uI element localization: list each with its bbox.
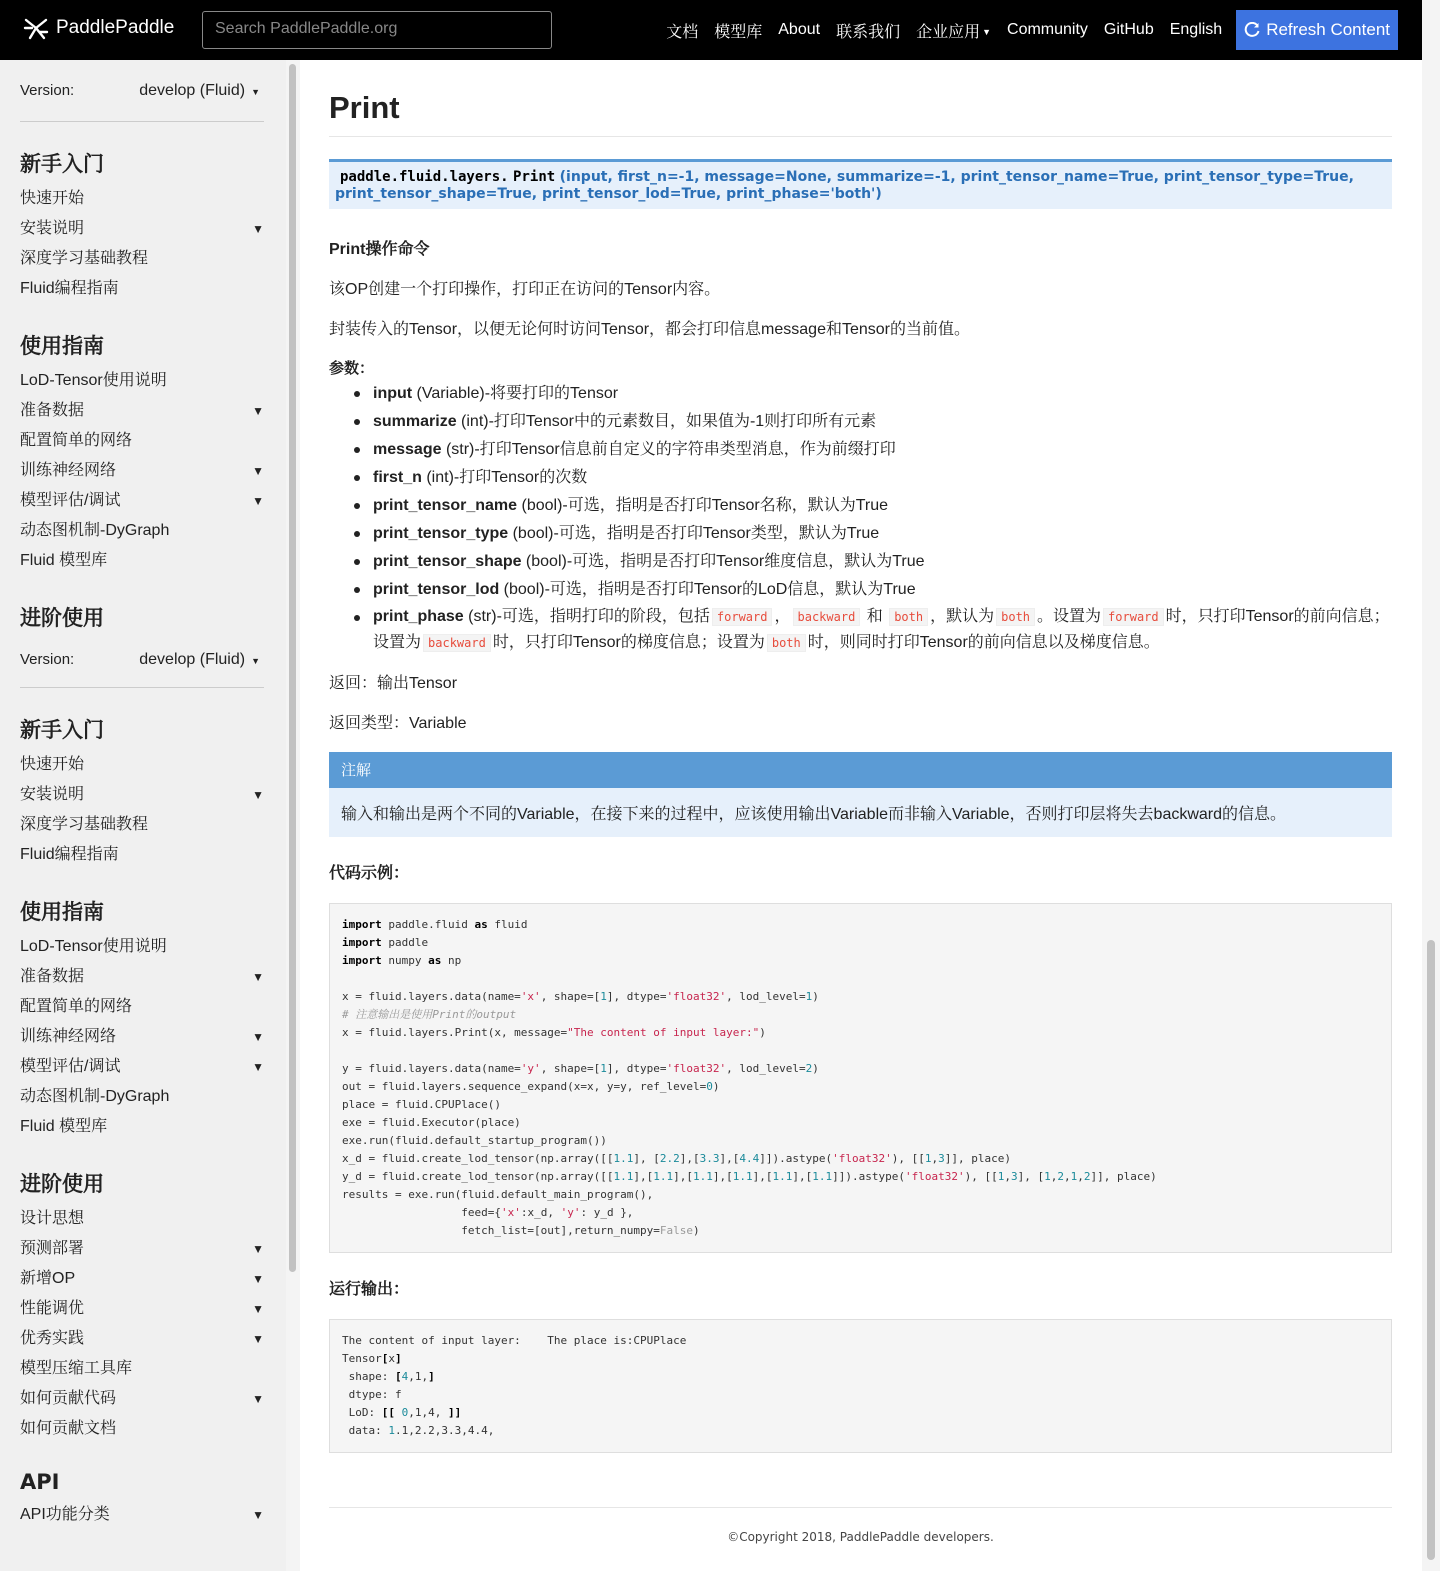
sidebar-item-label: 准备数据 (20, 402, 85, 419)
version-selector[interactable] (20, 632, 264, 688)
sidebar-item-label: 设计思想 (20, 1210, 85, 1227)
sidebar-item[interactable] (20, 1354, 264, 1384)
sidebar-item-label: Fluid编程指南 (20, 280, 119, 297)
sidebar-item[interactable] (20, 546, 264, 576)
paddle-logo-icon (22, 14, 50, 42)
note-body: 输入和输出是两个不同的Variable，在接下来的过程中，应该使用输出Variable而非输入Variable，否则打印层将失去backward的信息。 (329, 788, 1392, 837)
sidebar-item[interactable] (20, 810, 264, 840)
sidebar-item-label: 优秀实践 (20, 1330, 85, 1347)
sidebar-item[interactable] (20, 1204, 264, 1234)
version-dropdown[interactable] (139, 82, 260, 100)
version-value: develop (Fluid) (139, 650, 246, 668)
nav-enterprise[interactable] (916, 19, 991, 42)
description-1: 该OP创建一个打印操作，打印正在访问的Tensor内容。 (329, 281, 721, 298)
logo-text: PaddlePaddle (56, 17, 175, 38)
sidebar-item[interactable] (20, 1264, 264, 1294)
description-2: 封装传入的Tensor，以便无论何时访问Tensor，都会打印信息message和Tensor的当前值。 (329, 321, 970, 338)
sidebar-item-label: 模型压缩工具库 (20, 1360, 133, 1377)
sidebar-section-title: API (20, 1470, 60, 1494)
param-desc: (bool)-可选，指明是否打印Tensor类型，默认为True (508, 525, 880, 542)
sidebar-item[interactable] (20, 1082, 264, 1112)
sidebar-item-label: 训练神经网络 (20, 462, 117, 479)
logo[interactable] (22, 14, 174, 42)
expand-arrow-icon[interactable]: ▼ (252, 494, 264, 508)
param-name: input (373, 385, 413, 402)
param-name: first_n (373, 469, 422, 486)
param-item (373, 492, 1392, 520)
sidebar-section-title: 新手入门 (20, 152, 104, 176)
sidebar-item-label: Fluid 模型库 (20, 552, 108, 569)
param-item (373, 436, 1392, 464)
refresh-label: Refresh Content (1266, 20, 1390, 39)
params-label: 参数： (329, 360, 375, 377)
nav-about[interactable]: About (778, 21, 821, 38)
signature-name: Print (513, 169, 556, 185)
param-item (373, 520, 1392, 548)
version-label: Version: (20, 82, 75, 99)
output-label: 运行输出： (329, 1281, 410, 1298)
expand-arrow-icon[interactable]: ▼ (252, 1030, 264, 1044)
param-item (373, 380, 1392, 408)
version-selector[interactable] (20, 60, 264, 122)
refresh-content-button[interactable] (1236, 10, 1398, 50)
sidebar-item[interactable] (20, 244, 264, 274)
sidebar-item-label: 准备数据 (20, 968, 85, 985)
expand-arrow-icon[interactable]: ▼ (252, 1060, 264, 1074)
param-item (373, 576, 1392, 604)
sidebar-item[interactable] (20, 1384, 264, 1414)
code-example-label: 代码示例： (329, 865, 410, 882)
expand-arrow-icon[interactable]: ▼ (252, 464, 264, 478)
sidebar-item[interactable] (20, 750, 264, 780)
inline-code: both (767, 634, 806, 652)
note-box (329, 752, 1392, 837)
inline-code: forward (712, 608, 773, 626)
sidebar-item[interactable] (20, 1112, 264, 1142)
expand-arrow-icon[interactable]: ▼ (252, 1242, 264, 1256)
sidebar-item[interactable] (20, 1052, 264, 1082)
sidebar-item[interactable] (20, 962, 264, 992)
sidebar (0, 60, 286, 1571)
sidebar-section-title: 进阶使用 (20, 606, 104, 630)
sidebar-item-label: 预测部署 (20, 1240, 85, 1257)
param-desc: (bool)-可选，指明是否打印Tensor名称，默认为True (517, 497, 889, 514)
expand-arrow-icon[interactable]: ▼ (252, 404, 264, 418)
expand-arrow-icon[interactable]: ▼ (252, 1392, 264, 1406)
param-desc: 时，则同时打印Tensor的前向信息以及梯度信息。 (807, 634, 1160, 651)
expand-arrow-icon[interactable]: ▼ (252, 222, 264, 236)
sidebar-item-label: 新增OP (20, 1270, 76, 1287)
sidebar-item-label: 性能调优 (20, 1300, 85, 1317)
param-desc: (bool)-可选，指明是否打印Tensor维度信息，默认为True (521, 553, 925, 570)
sidebar-scrollbar[interactable] (286, 60, 300, 1571)
page-title: Print (329, 90, 1392, 137)
sidebar-item-label: 如何贡献文档 (20, 1420, 117, 1437)
sidebar-item-label: 动态图机制-DyGraph (20, 522, 170, 539)
sidebar-item[interactable] (20, 1500, 264, 1530)
sidebar-section-title: 新手入门 (20, 718, 104, 742)
sidebar-item[interactable] (20, 932, 264, 962)
inline-code: both (889, 608, 928, 626)
inline-code: backward (793, 608, 861, 626)
sidebar-item[interactable] (20, 426, 264, 456)
sidebar-item[interactable] (20, 840, 264, 870)
note-title: 注解 (329, 752, 1392, 788)
nav-docs[interactable]: 文档 (666, 23, 699, 41)
sidebar-item[interactable] (20, 1414, 264, 1444)
nav-community[interactable]: Community (1007, 21, 1088, 38)
sidebar-item[interactable] (20, 1294, 264, 1324)
expand-arrow-icon[interactable]: ▼ (252, 1302, 264, 1316)
sidebar-item[interactable] (20, 1234, 264, 1264)
sidebar-item[interactable] (20, 214, 264, 244)
version-label: Version: (20, 651, 75, 668)
version-dropdown[interactable] (139, 651, 260, 669)
top-navbar (0, 0, 1422, 60)
param-name: message (373, 441, 442, 458)
param-name: print_phase (373, 608, 464, 625)
param-item (373, 408, 1392, 436)
sidebar-scrollbar-thumb[interactable] (289, 64, 296, 1272)
search-input[interactable]: Search PaddlePaddle.org (202, 11, 552, 49)
param-name: print_tensor_type (373, 525, 509, 542)
inline-code: forward (1103, 608, 1164, 626)
caret-down-icon: ▼ (251, 86, 260, 97)
page-scrollbar[interactable] (1422, 0, 1440, 1571)
signature-args: (input, first_n=-1, message=None, summarize=-1, print_tensor_name=True, print_tensor_type=True, print_tensor_shape=True, print_tensor_lod=True, print_phase='both') (335, 169, 1354, 202)
inline-code: backward (423, 634, 491, 652)
nav-models[interactable]: 模型库 (714, 23, 763, 41)
sidebar-item-label: 模型评估/调试 (20, 492, 121, 509)
sidebar-item-label: LoD-Tensor使用说明 (20, 372, 167, 389)
sidebar-item-label: 安装说明 (20, 786, 85, 803)
sidebar-item[interactable] (20, 780, 264, 810)
param-desc: (bool)-可选，指明是否打印Tensor的LoD信息，默认为True (499, 581, 916, 598)
param-desc: ， (774, 608, 791, 625)
caret-down-icon: ▼ (251, 655, 260, 666)
sidebar-item[interactable] (20, 1022, 264, 1052)
sidebar-item-label: Fluid 模型库 (20, 1118, 108, 1135)
param-desc: 时，只打印Tensor的梯度信息；设置为 (492, 634, 765, 651)
sidebar-item[interactable] (20, 486, 264, 516)
param-desc: (int)-打印Tensor的次数 (421, 469, 588, 486)
sidebar-section-title: 进阶使用 (20, 1172, 104, 1196)
return-type-text: 返回类型：Variable (329, 715, 467, 732)
params-list (373, 380, 1392, 656)
sidebar-item-label: 配置简单的网络 (20, 432, 133, 449)
param-item (373, 464, 1392, 492)
sidebar-item-label: 训练神经网络 (20, 1028, 117, 1045)
sidebar-item[interactable] (20, 184, 264, 214)
sidebar-item-label: 深度学习基础教程 (20, 816, 149, 833)
expand-arrow-icon[interactable]: ▼ (252, 970, 264, 984)
sidebar-item[interactable] (20, 366, 264, 396)
sidebar-item-label: 深度学习基础教程 (20, 250, 149, 267)
param-desc: 和 (862, 608, 888, 625)
param-desc: ，默认为 (930, 608, 995, 625)
function-signature (329, 159, 1392, 209)
sidebar-item-label: API功能分类 (20, 1506, 110, 1523)
caret-down-icon: ▼ (982, 27, 992, 38)
refresh-icon (1244, 22, 1260, 38)
param-name: print_tensor_shape (373, 553, 522, 570)
main-nav (650, 10, 1398, 50)
sidebar-item-label: 安装说明 (20, 220, 85, 237)
param-desc: (str)-打印Tensor信息前自定义的字符串类型消息，作为前缀打印 (441, 441, 896, 458)
param-item (373, 548, 1392, 576)
footer-copyright: ©Copyright 2018, PaddlePaddle developers. (329, 1507, 1392, 1544)
param-item (373, 604, 1392, 656)
param-name: print_tensor_lod (373, 581, 500, 598)
section-heading: Print操作命令 (329, 241, 430, 258)
sidebar-section-title: 使用指南 (20, 334, 104, 358)
nav-language[interactable]: English (1169, 21, 1223, 38)
sidebar-item-label: 快速开始 (20, 190, 85, 207)
param-desc: (int)-打印Tensor中的元素数目，如果值为-1则打印所有元素 (456, 413, 877, 430)
expand-arrow-icon[interactable]: ▼ (252, 1272, 264, 1286)
param-desc: 。设置为 (1037, 608, 1102, 625)
param-name: print_tensor_name (373, 497, 518, 514)
sidebar-nav (0, 60, 264, 1530)
inline-code: both (996, 608, 1035, 626)
param-desc: (Variable)-将要打印的Tensor (412, 385, 619, 402)
sidebar-item-label: 动态图机制-DyGraph (20, 1088, 170, 1105)
sidebar-item-label: 如何贡献代码 (20, 1390, 117, 1407)
sidebar-item[interactable] (20, 396, 264, 426)
main-content (329, 60, 1392, 1544)
signature-module: paddle.fluid.layers. (340, 169, 509, 185)
param-desc: (str)-可选，指明打印的阶段，包括 (463, 608, 710, 625)
sidebar-item-label: 配置简单的网络 (20, 998, 133, 1015)
sidebar-item[interactable] (20, 456, 264, 486)
expand-arrow-icon[interactable]: ▼ (252, 788, 264, 802)
sidebar-item[interactable] (20, 516, 264, 546)
sidebar-item[interactable] (20, 992, 264, 1022)
param-desc: 时，只打印Tensor的前向信息；设置为 (373, 608, 1390, 651)
sidebar-item-label: Fluid编程指南 (20, 846, 119, 863)
nav-contact[interactable]: 联系我们 (836, 23, 901, 41)
sidebar-item-label: 快速开始 (20, 756, 85, 773)
sidebar-section-title: 使用指南 (20, 900, 104, 924)
returns-text: 返回：输出Tensor (329, 675, 458, 692)
page-scrollbar-thumb[interactable] (1427, 940, 1435, 1560)
param-name: summarize (373, 413, 457, 430)
expand-arrow-icon[interactable]: ▼ (252, 1508, 264, 1522)
sidebar-item[interactable] (20, 1324, 264, 1354)
output-block[interactable]: The content of input layer: The place is:CPUPlace Tensor[x] shape: [4,1,] dtype: f LoD: [[ 0,1,4, ]] data: 1.1,2.2,3.3,4.4, (329, 1319, 1392, 1453)
code-example-block[interactable]: import paddle.fluid as fluid import paddle import numpy as np x = fluid.layers.data(name='x', shape=[1], dtype='float32', lod_level=1) # 注意输出是使用Print的output x = fluid.layers.Print(x, message="The content of input layer:") y = fluid.layers.data(name='y', shape=[1], dtype='float32', lod_level=2) out = fluid.layers.sequence_expand(x=x, y=y, ref_level=0) place = fluid.CPUPlace() exe = fluid.Executor(place) exe.run(fluid.default_startup_program()) x_d = fluid.create_lod_tensor(np.array([[1.1], [2.2],[3.3],[4.4]]).astype('float32'), [[1,3]], place) y_d = fluid.create_lod_tensor(np.array([[1.1],[1.1],[1.1],[1.1],[1.1],[1.1]]).astype('float32'), [[1,3], [1,2,1,2]], place) results = exe.run(fluid.default_main_program(), feed={'x':x_d, 'y': y_d }, fetch_list=[out],return_numpy=False) (329, 903, 1392, 1253)
expand-arrow-icon[interactable]: ▼ (252, 1332, 264, 1346)
sidebar-item-label: 模型评估/调试 (20, 1058, 121, 1075)
nav-github[interactable]: GitHub (1103, 21, 1154, 38)
version-value: develop (Fluid) (139, 81, 246, 99)
nav-enterprise-label: 企业应用 (916, 23, 981, 41)
sidebar-item[interactable] (20, 274, 264, 304)
sidebar-item-label: LoD-Tensor使用说明 (20, 938, 167, 955)
